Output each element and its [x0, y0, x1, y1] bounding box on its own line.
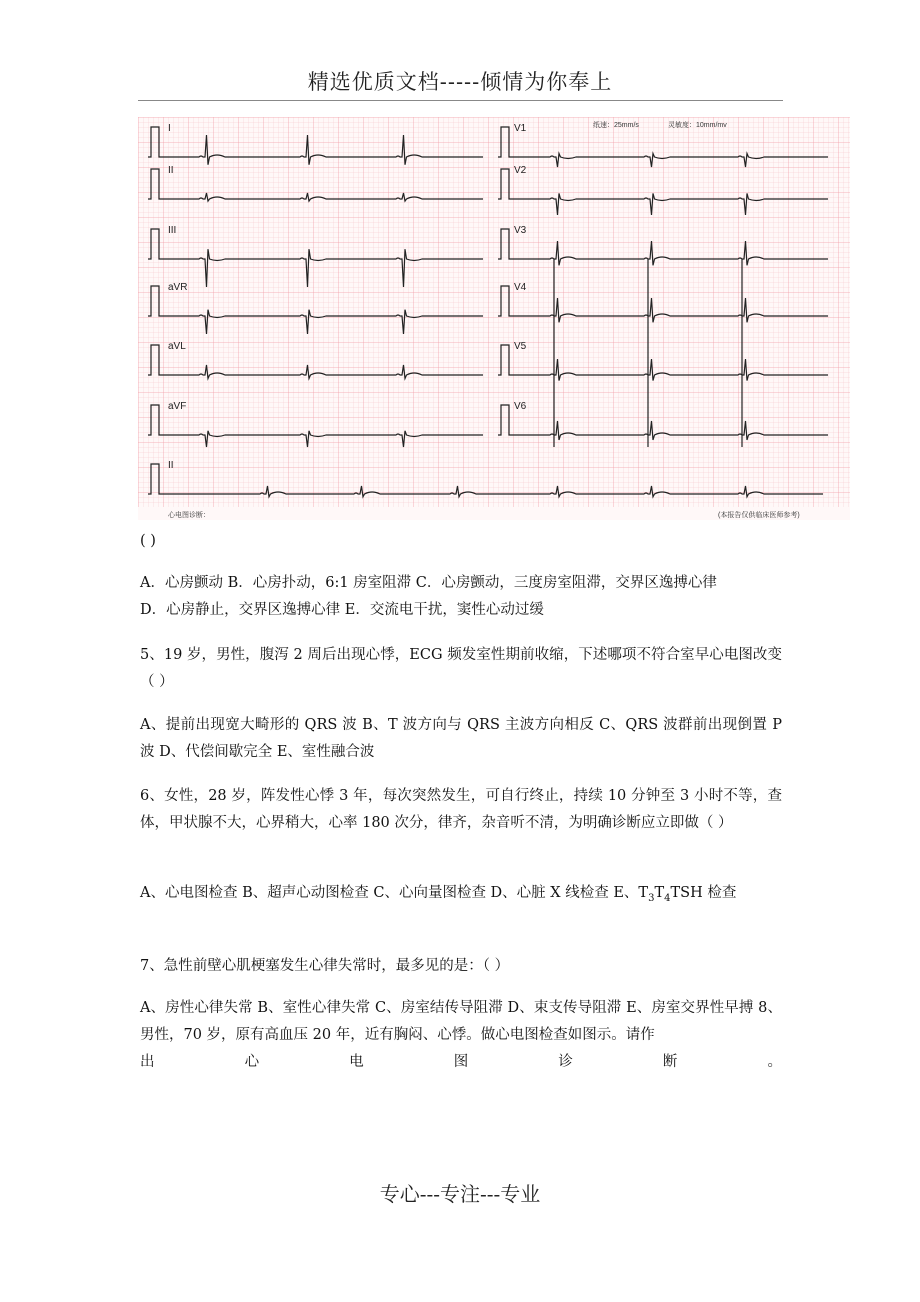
- q7-stem: 7、急性前壁心肌梗塞发生心律失常时，最多见的是：（ ）: [140, 958, 510, 974]
- ecg-lead-label-aVF: aVF: [168, 401, 187, 412]
- q6-stem: 6、女性，28 岁，阵发性心悸 3 年，每次突然发生，可自行终止，持续 10 分钟至 3 小时不等，查体，甲状腺不大，心界稍大，心率 180 次分，律齐，杂音听不清，为明确诊断应立即做（ ）: [140, 788, 782, 831]
- q4-options-line2: D．心房静止，交界区逸搏心律 E．交流电干扰，窦性心动过缓: [140, 602, 544, 618]
- ecg-lead-label-V1: V1: [514, 123, 527, 134]
- q8-stem-tail: 出 心 电 图 诊 断 。: [140, 1054, 782, 1070]
- ecg-diagnosis-label: 心电图诊断：: [168, 512, 210, 519]
- ecg-lead-label-aVL: aVL: [168, 341, 186, 352]
- ecg-lead-label-V6: V6: [514, 401, 527, 412]
- ecg-lead-label-aVR: aVR: [168, 282, 188, 293]
- ecg-lead-label-II: II: [168, 165, 174, 176]
- ecg-lead-label-V3: V3: [514, 225, 527, 236]
- ecg-lead-label-V4: V4: [514, 282, 527, 293]
- ecg-speed-note: 纸速：25mm/s: [593, 122, 639, 129]
- q6-options: A、心电图检查 B、超声心动图检查 C、心向量图检查 D、心脏 X 线检查 E、$T_3T_4TSH$ 检查: [140, 885, 737, 904]
- ecg-gain-note: 灵敏度：10mm/mv: [668, 122, 727, 129]
- header-divider: [138, 100, 783, 101]
- page-header: 精选优质文档-----倾情为你奉上: [307, 70, 613, 94]
- ecg-disclaimer: (本报告仅供临床医师参考): [718, 512, 800, 519]
- ecg-lead-label-I: I: [168, 123, 171, 134]
- ecg-grid: [138, 117, 850, 507]
- q7-options-q8-stem: A、房性心律失常 B、室性心律失常 C、房室结传导阻滞 D、束支传导阻滞 E、房室交界性早搏 8、男性，70 岁，原有高血压 20 年，近有胸闷、心悸。做心电图检查如图示。请作: [140, 1000, 782, 1043]
- question-answer-blank: ( ): [140, 533, 156, 549]
- ecg-lead-label-V5: V5: [514, 341, 527, 352]
- ecg-lead-label-V2: V2: [514, 165, 527, 176]
- q5-stem: 5、19 岁，男性，腹泻 2 周后出现心悸，ECG 频发室性期前收缩，下述哪项不符合室早心电图改变（ ）: [140, 647, 782, 690]
- ecg-figure: [138, 117, 850, 520]
- q4-options-line1: A．心房颤动 B．心房扑动，6:1 房室阻滞 C．心房颤动，三度房室阻滞，交界区逸搏心律: [140, 575, 717, 591]
- page-footer: 专心---专注---专业: [379, 1182, 541, 1206]
- q5-options: A、提前出现宽大畸形的 QRS 波 B、T 波方向与 QRS 主波方向相反 C、QRS 波群前出现倒置 P 波 D、代偿间歇完全 E、室性融合波: [140, 717, 782, 760]
- ecg-lead-label-III: III: [168, 225, 177, 236]
- ecg-lead-label-rhythm-II: II: [168, 460, 174, 471]
